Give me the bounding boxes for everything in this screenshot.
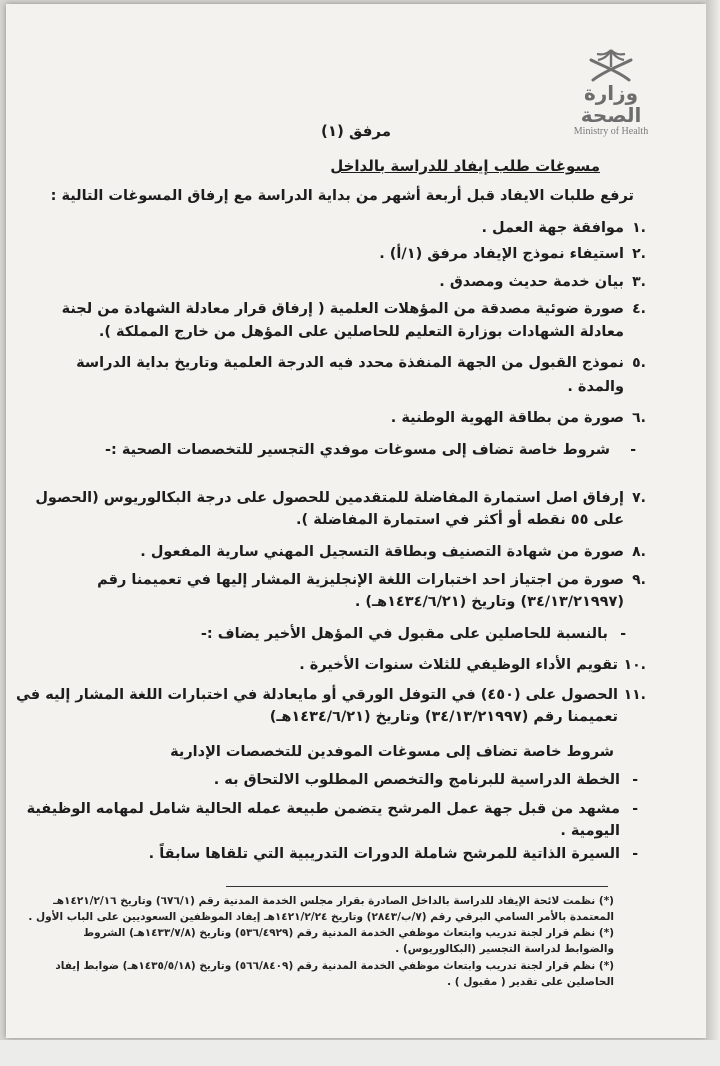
- footnote-divider: [226, 886, 608, 887]
- item-number: ٤.: [632, 301, 646, 317]
- last-qualification-heading: بالنسبة للحاصلين على مقبول في المؤهل الأخير يضاف :-: [200, 626, 608, 642]
- bullet-icon: -: [632, 772, 638, 788]
- bullet-icon: -: [620, 626, 626, 642]
- list-item: صورة من بطاقة الهوية الوطنية .: [390, 410, 624, 426]
- list-item: السيرة الذاتية للمرشح شاملة الدورات التدريبية التي تلقاها سابقاً .: [148, 846, 620, 862]
- list-item: الخطة الدراسية للبرنامج والتخصص المطلوب الالتحاق به .: [213, 772, 620, 788]
- bottom-strip: [0, 1040, 720, 1066]
- list-item: صورة من شهادة التصنيف وبطاقة التسجيل المهني سارية المفعول .: [140, 544, 624, 560]
- bullet-icon: -: [632, 846, 638, 862]
- document-page: [6, 4, 706, 1038]
- list-item: بيان خدمة حديث ومصدق .: [439, 274, 624, 290]
- list-item-continuation: اليومية .: [560, 823, 620, 839]
- document-heading: مسوغات طلب إيفاد للدراسة بالداخل: [330, 157, 600, 175]
- item-number: ٩.: [632, 572, 646, 588]
- footnote: (*) نظمت لائحة الإيفاد للدراسة بالداخل الصادرة بقرار مجلس الخدمة المدنية رقم (٦٧٦/١) وتاريخ ١٤٢١/٢/١٦هـ: [53, 895, 614, 907]
- list-item: استيفاء نموذج الإيفاد مرفق (١/أ) .: [379, 246, 624, 262]
- list-item: موافقة جهة العمل .: [481, 220, 624, 236]
- item-number: ١١.: [623, 687, 646, 703]
- list-item: الحصول على (٤٥٠) في التوفل الورقي أو مايعادلة في اختبارات اللغة المشار إليه في: [15, 687, 618, 703]
- admin-section-heading: شروط خاصة تضاف إلى مسوغات الموفدين للتخصصات الإدارية: [170, 744, 614, 760]
- list-item-continuation: على ٥٥ نقطه أو أكثر في استمارة المفاضلة ).: [296, 512, 624, 528]
- item-number: ٥.: [632, 355, 646, 371]
- item-number: ٢.: [632, 246, 646, 262]
- item-number: ٦.: [632, 410, 646, 426]
- list-item: تقويم الأداء الوظيفي للثلاث سنوات الأخيرة .: [299, 657, 618, 673]
- list-item-continuation: (٣٤/١٣/٢١٩٩٧) وتاريخ (١٤٣٤/٦/٢١هـ) .: [354, 594, 624, 610]
- list-item: نموذج القبول من الجهة المنفذة محدد فيه الدرجة العلمية وتاريخ بداية الدراسة: [76, 355, 624, 371]
- list-item: مشهد من قبل جهة عمل المرشح يتضمن طبيعة عمله الحالية شامل لمهامه الوظيفية: [26, 801, 620, 817]
- health-section-heading: شروط خاصة تضاف إلى مسوغات موفدي التجسير للتخصصات الصحية :-: [104, 442, 610, 458]
- ministry-name-arabic: وزارة الصحة: [580, 81, 642, 127]
- palm-swords-emblem-icon: [581, 46, 641, 82]
- list-item-continuation: معادلة الشهادات بوزارة التعليم للحاصلين على المؤهل من خارج المملكة ).: [98, 324, 624, 340]
- bullet-icon: -: [632, 801, 638, 817]
- list-item: إرفاق اصل استمارة المفاضلة للمتقدمين للحصول على درجة البكالوريوس (الحصول: [35, 490, 624, 506]
- item-number: ٧.: [632, 490, 646, 506]
- footnote: الحاصلين على تقدير ( مقبول ) .: [447, 976, 614, 988]
- page-edge-shadow: [706, 0, 720, 1066]
- attachment-label: مرفق (١): [320, 122, 392, 140]
- item-number: ٨.: [632, 544, 646, 560]
- list-item-continuation: تعميمنا رقم (٣٤/١٣/٢١٩٩٧) وتاريخ (١٤٣٤/٦/٢١هـ): [269, 709, 618, 725]
- item-number: ٣.: [632, 274, 646, 290]
- ministry-name-english: Ministry of Health: [573, 126, 649, 137]
- footnote: (*) نظم قرار لجنة تدريب وابتعاث موظفي الخدمة المدنية رقم (٥٦٦/٨٤٠٩) وتاريخ (١٤٣٥/٥/١٨هـ) ضوابط إيفاد: [55, 960, 614, 972]
- list-item: صورة من اجتياز احد اختبارات اللغة الإنجليزية المشار إليها في تعميمنا رقم: [97, 572, 624, 588]
- footnote: (*) نظم قرار لجنة تدريب وابتعاث موظفي الخدمة المدنية رقم (٥٣٦/٤٩٢٩) وتاريخ (١٤٣٣/٧/٨هـ) الشروط: [83, 927, 614, 939]
- bullet-icon: -: [630, 442, 636, 458]
- list-item-continuation: والمدة .: [567, 379, 624, 395]
- footnote: والضوابط لدراسة التجسير (البكالوريوس) .: [395, 943, 614, 955]
- intro-text: ترفع طلبات الايفاد قبل أربعة أشهر من بداية الدراسة مع إرفاق المسوغات التالية :: [50, 188, 634, 204]
- item-number: ١٠.: [623, 657, 646, 673]
- item-number: ١.: [632, 220, 646, 236]
- footnote: المعتمدة بالأمر السامي البرقي رقم (٧/ب/٢٨٤٣) وتاريخ ١٤٢١/٢/٢٤هـ إيفاد الموظفين السعوديين على الباب الأول .: [28, 911, 614, 923]
- list-item: صورة ضوئية مصدقة من المؤهلات العلمية ( إرفاق قرار معادلة الشهادة من لجنة: [61, 301, 624, 317]
